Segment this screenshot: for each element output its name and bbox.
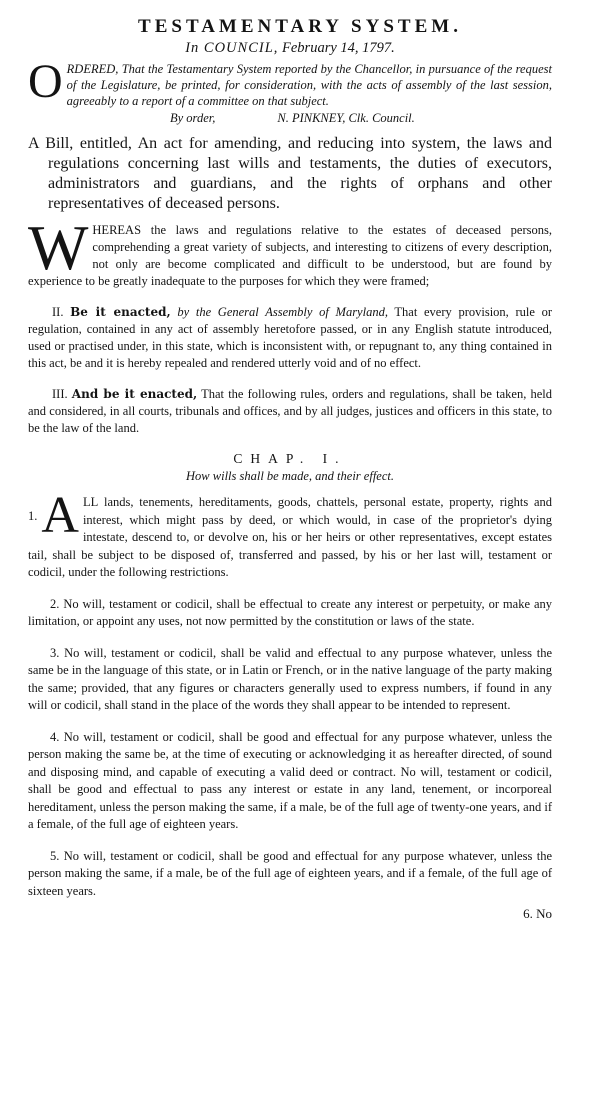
council-date: February 14, 1797. [282,40,395,56]
whereas-paragraph [28,212,552,290]
order-text: RDERED, That the Testamentary System reported by the Chancellor, in pursuance of the request of the Legislature, be printed, for consideration, with the acts of assembly of the last session, agreeably to a report of a committee on that subject. [66,62,552,108]
item-2: 2. No will, testament or codicil, shall be effectual to create any interest or perpetuity, or make any limitation, or appoint any uses, not now permitted by the constitution or laws of the state. [28,596,552,628]
section-3-enacted: And be it enacted, [71,387,198,401]
section-2 [28,304,552,372]
order-initial: O [28,55,63,108]
item-1-text: lands, tenements, hereditaments, goods, chattels, personal estate, property, rights and interest, which might pass by deed, or which would, in case of the proprietor's dying intestate, descend to, or devolve on, his or her heirs or other representatives, except estates tail, shall be subject to be disposed of, transferred and passed, by his or her last will, testament or codicil, under the following restrictions. [28,495,553,579]
signature-name: N. PINKNEY, Clk. Council. [277,111,415,125]
item-5: 5. No will, testament or codicil, shall be good and effectual for any purpose whatever, unless the person making the same, if a male, be of the full age of eighteen years, and if a female, of the full age of sixteen years. [28,848,552,898]
section-3-number: III. [52,387,68,401]
order-paragraph [28,55,552,109]
council-heading: In COUNCIL, [185,40,279,56]
section-2-text: That every provision, rule or regulation, contained in any act of assembly heretofore passed, or in any English statute introduced, used or practised under, in this state, which is inconsistent with, or repugnant to, any thing contained in this act, be and it is hereby repealed and rendered utterly void and of no effect. [28,305,553,370]
council-line [28,40,552,57]
whereas-text: the laws and regulations relative to the estates of deceased persons, comprehending a great variety of subjects, and interesting to citizens of every description, not only are become complicated and difficult to be understood, but are found by experience to be greatly inadequate to the purposes for which they were framed; [28,223,552,288]
section-2-enacted: Be it enacted, [70,305,171,319]
section-3 [28,386,552,437]
whereas-caps: HEREAS [92,223,142,237]
section-2-authority: by the General Assembly of Maryland, [177,305,388,319]
bill-title: A Bill, entitled, An act for amending, and reducing into system, the laws and regulations concerning last wills and testaments, the duties of executors, administrators and guardians, and the rights of orphans and other representatives of deceased persons. [28,135,552,212]
section-3-text: That the following rules, orders and regulations, shall be taken, held and considered, in all courts, tribunals and offices, and by all judges, justices and officers in this state, to be the law of the land. [28,387,553,435]
signature-line [28,111,552,126]
chapter-heading: CHAP. I. [233,451,347,466]
document-title: TESTAMENTARY SYSTEM. [138,16,462,37]
item-1-number: 1. [28,509,38,523]
whereas-initial: W [28,212,89,283]
item-1-initial: A [41,487,79,544]
chapter-subtitle: How wills shall be made, and their effect. [186,469,394,483]
item-3: 3. No will, testament or codicil, shall be valid and effectual to any purpose whatever, unless the same be in the language of this state, or in Latin or French, or in the native language of the party making the same; provided, that any figures or characters generally used to express numbers, if found in any will or codicil, shall stand in the place of the words they shall appear to be intended to represent. [28,645,552,712]
item-4: 4. No will, testament or codicil, shall be good and effectual for any purpose whatever, unless the person making the same be, at the time of executing or acknowledging it as hereafter directed, of sound and disposing mind, and capable of executing a valid deed or contract. No will, testament or codicil, shall be good and effectual to pass any interest or estate in any land, tenement, or incorporeal hereditament, unless the person making the same, if a male, be of the full age of twenty-one years, and if a female, of the full age of eighteen years. [28,729,552,831]
item-1-caps: LL [82,495,99,509]
signature-by: By order, [170,111,216,125]
catchword: 6. No [523,906,552,921]
item-1 [28,487,553,582]
section-2-number: II. [52,305,64,319]
